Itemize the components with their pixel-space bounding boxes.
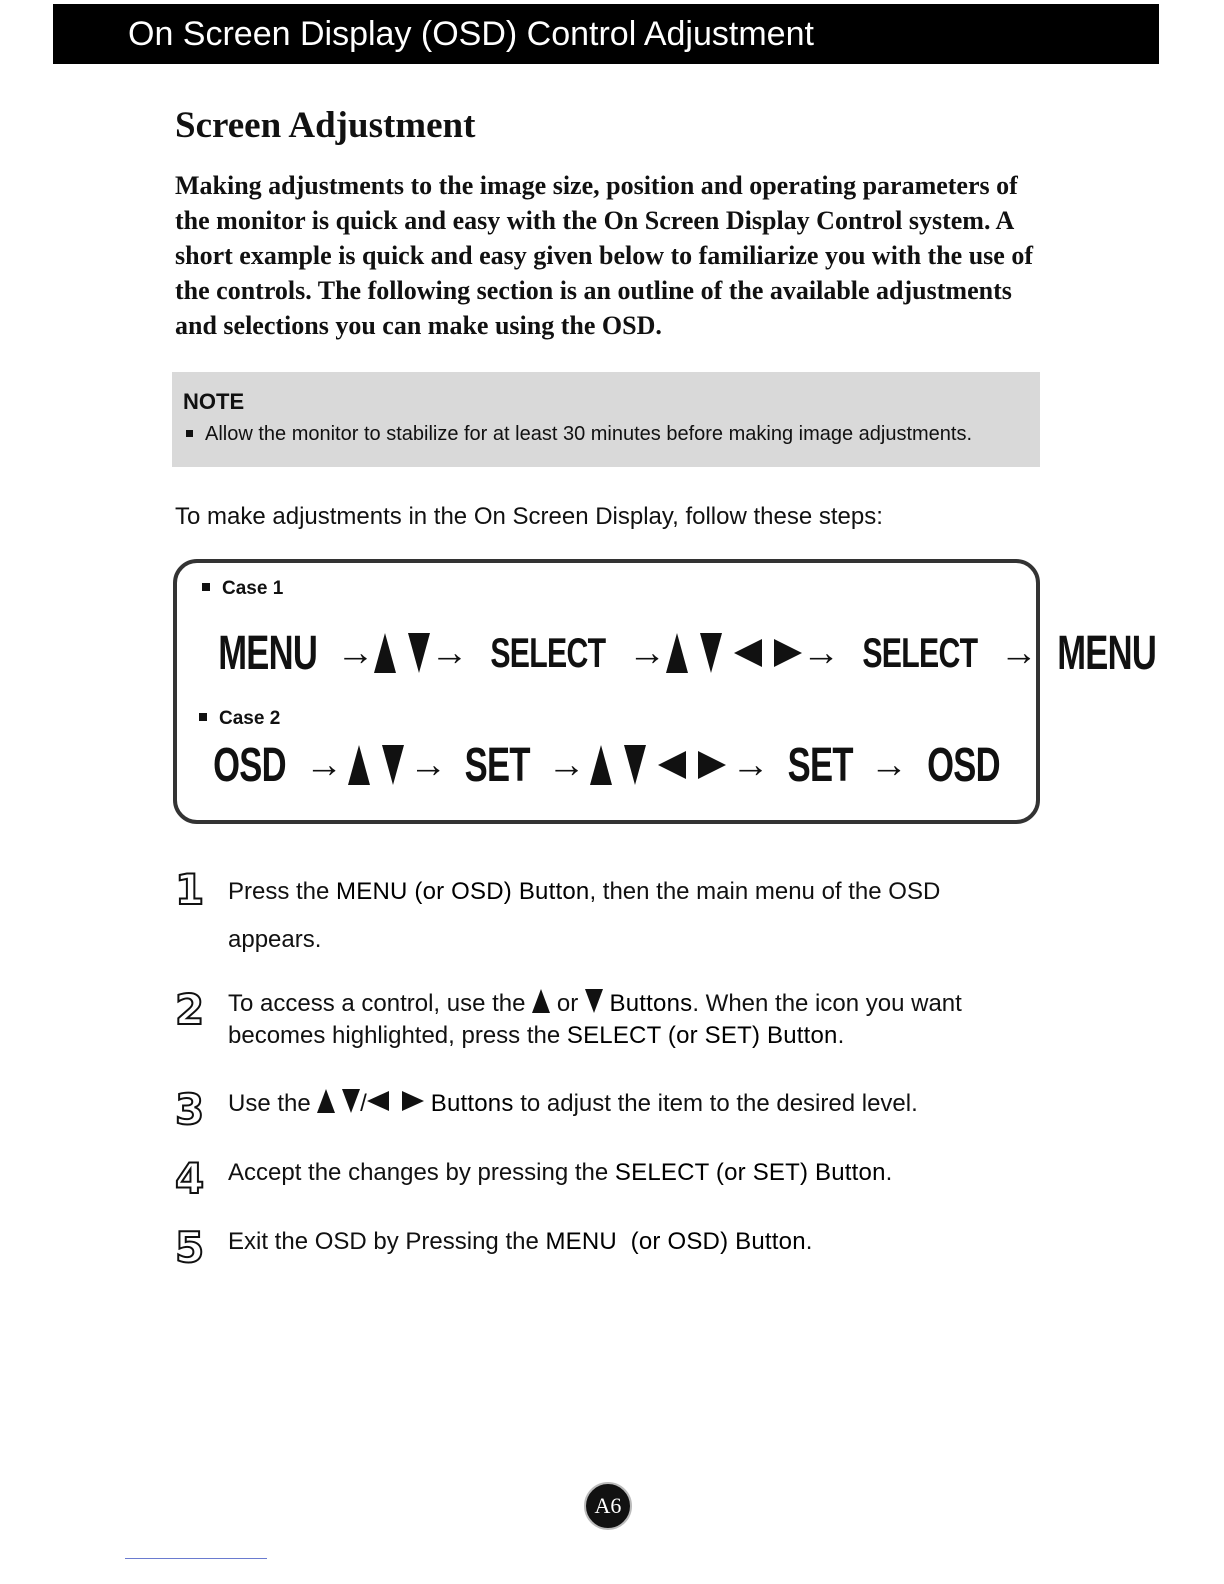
up-down-keys — [348, 745, 404, 785]
direction-keys — [590, 745, 726, 785]
flow-menu-key: MENU — [218, 626, 318, 680]
left-triangle-icon — [367, 1091, 389, 1111]
case-2-label-text: Case 2 — [219, 708, 281, 729]
down-triangle-icon — [624, 745, 646, 785]
step-text-part: Accept the changes by pressing the — [228, 1159, 615, 1186]
up-triangle-icon — [317, 1089, 335, 1113]
flow-set-key: SET — [787, 738, 853, 792]
step-text-part: . — [805, 1228, 813, 1255]
left-triangle-icon — [658, 751, 686, 779]
step-number: 5 — [175, 1223, 205, 1272]
direction-keys — [666, 633, 802, 673]
up-triangle-icon — [590, 745, 612, 785]
up-triangle-icon — [348, 745, 370, 785]
step-number: 3 — [175, 1085, 205, 1134]
bullet-icon — [199, 713, 207, 721]
flow-osd-key: OSD — [927, 738, 1000, 792]
arrow-icon: → — [305, 744, 344, 786]
flow-set-key: SET — [464, 738, 530, 792]
section-title: Screen Adjustment — [175, 105, 476, 146]
step-text — [228, 988, 1035, 1052]
down-triangle-icon — [342, 1089, 360, 1113]
steps-intro: To make adjustments in the On Screen Display, follow these steps: — [175, 503, 883, 530]
step-number: 4 — [175, 1154, 205, 1203]
left-triangle-icon — [734, 639, 762, 667]
case-2-label — [199, 708, 280, 730]
case-1-flow — [199, 623, 1156, 683]
bullet-icon — [202, 583, 210, 591]
step-text-part: To access a control, use the — [228, 990, 533, 1017]
step-button-name: SELECT (or SET) Button — [614, 1159, 886, 1186]
step-text — [228, 1226, 1035, 1258]
flow-select-key: SELECT — [862, 629, 978, 676]
arrow-icon: → — [430, 632, 469, 674]
flow-diagram — [173, 559, 1156, 824]
step-button-name: SELECT (or SET) Button — [566, 1022, 838, 1049]
step-1 — [175, 865, 1035, 964]
footer-divider — [125, 1558, 267, 1559]
note-item — [183, 416, 1040, 452]
step-number: 2 — [175, 985, 205, 1034]
step-text — [228, 868, 1035, 964]
step-text-part: . When the icon you want becomes highlighted, press the — [228, 990, 962, 1049]
step-text — [228, 1088, 1035, 1120]
note-title: NOTE — [183, 389, 245, 414]
step-5 — [175, 1223, 1035, 1272]
step-text-part: or — [550, 990, 585, 1017]
up-down-keys — [374, 633, 430, 673]
page-number-badge: A6 — [584, 1482, 632, 1530]
right-triangle-icon — [402, 1091, 424, 1111]
up-triangle-icon — [532, 989, 550, 1013]
case-1-label-text: Case 1 — [222, 578, 284, 599]
flow-osd-key: OSD — [213, 738, 286, 792]
arrow-icon: → — [869, 744, 908, 786]
step-text-part: , then the main menu of the OSD appears. — [228, 878, 941, 953]
down-triangle-icon — [700, 633, 722, 673]
step-text-part: to adjust the item to the desired level. — [513, 1090, 918, 1117]
step-text-part: . — [837, 1022, 845, 1049]
step-2 — [175, 985, 1035, 1052]
flow-select-key: SELECT — [490, 629, 606, 676]
right-triangle-icon — [774, 639, 802, 667]
step-text-part: Use the — [228, 1090, 318, 1117]
down-triangle-icon — [382, 745, 404, 785]
up-triangle-icon — [374, 633, 396, 673]
step-text-part: Press the — [228, 878, 337, 905]
step-button-name: Buttons — [609, 990, 693, 1017]
bullet-icon — [186, 430, 193, 437]
arrow-icon: → — [802, 632, 841, 674]
header-bar — [53, 4, 1159, 64]
arrow-icon: → — [409, 744, 448, 786]
step-button-name: MENU (or OSD) Button — [336, 878, 590, 905]
flow-menu-key: MENU — [1056, 626, 1156, 680]
step-text-part: Exit the OSD by Pressing the — [228, 1228, 546, 1255]
right-triangle-icon — [698, 751, 726, 779]
down-triangle-icon — [408, 633, 430, 673]
note-box — [172, 372, 1040, 467]
case-1-label — [202, 578, 283, 600]
header-title: On Screen Display (OSD) Control Adjustment — [128, 15, 814, 53]
step-button-name: MENU (or OSD) Button — [545, 1228, 806, 1255]
arrow-icon: → — [731, 744, 770, 786]
step-number: 1 — [175, 865, 205, 914]
step-4 — [175, 1154, 1035, 1203]
arrow-icon: → — [547, 744, 586, 786]
up-triangle-icon — [666, 633, 688, 673]
note-text: Allow the monitor to stabilize for at least 30 minutes before making image adjustments. — [205, 423, 973, 445]
step-text-part: . — [885, 1159, 893, 1186]
arrow-icon: → — [628, 632, 667, 674]
arrow-icon: → — [999, 632, 1038, 674]
case-2-flow — [199, 735, 1014, 795]
step-text — [228, 1157, 1035, 1189]
intro-paragraph: Making adjustments to the image size, position and operating parameters of the monitor is quick and easy with the On Screen Display Control system. A short example is quick and easy given below to familiarize you with the use of the controls. The following section is an outline of the available adjustments and selections you can make using the OSD. — [175, 171, 1033, 340]
arrow-icon: → — [336, 632, 375, 674]
step-3 — [175, 1085, 1035, 1134]
down-triangle-icon — [585, 989, 603, 1013]
step-button-name: Buttons — [430, 1090, 514, 1117]
step-text-part: / — [360, 1090, 367, 1117]
